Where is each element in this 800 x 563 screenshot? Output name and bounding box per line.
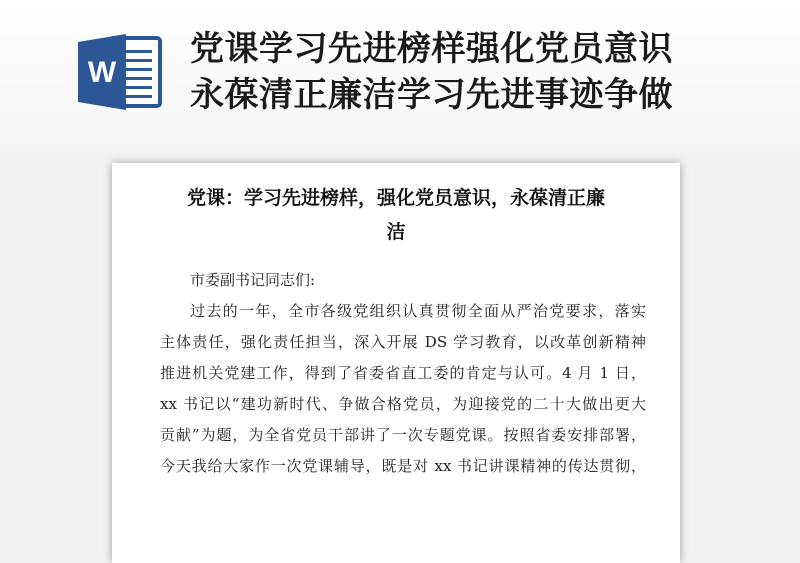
banner-title [190,26,790,118]
banner-title-line-1: 党课学习先进榜样强化党员意识 [190,29,673,69]
document-body [160,265,646,482]
body-line: 主体责任，强化责任担当，深入开展 DS 学习教育，以改革创新精神 [160,333,646,351]
body-line: 推进机关党建工作，得到了省委省直工委的肯定与认可。4 月 1 日， [160,364,646,382]
header-banner [0,0,800,150]
body-line: xx 书记以“建功新时代、争做合格党员，为迎接党的二十大做出更大 [160,395,646,413]
body-line: 今天我给大家作一次党课辅导，既是对 xx 书记讲课精神的传达贯彻， [160,457,646,475]
document-title [152,181,640,249]
document-title-line-1: 党课：学习先进榜样，强化党员意识，永葆清正廉 [186,187,605,209]
document-title-line-2: 洁 [386,221,406,243]
word-logo-letter: W [87,56,117,89]
body-line: 贡献”为题，为全省党员干部讲了一次专题党课。按照省委安排部署， [160,426,646,444]
body-line: 过去的一年，全市各级党组织认真贯彻全面从严治党要求，落实 [190,302,646,320]
banner-title-line-2: 永葆清正廉洁学习先进事迹争做 [190,75,673,115]
word-document-icon [76,32,164,112]
document-page [112,163,680,563]
salutation: 市委副书记同志们: [190,271,316,289]
